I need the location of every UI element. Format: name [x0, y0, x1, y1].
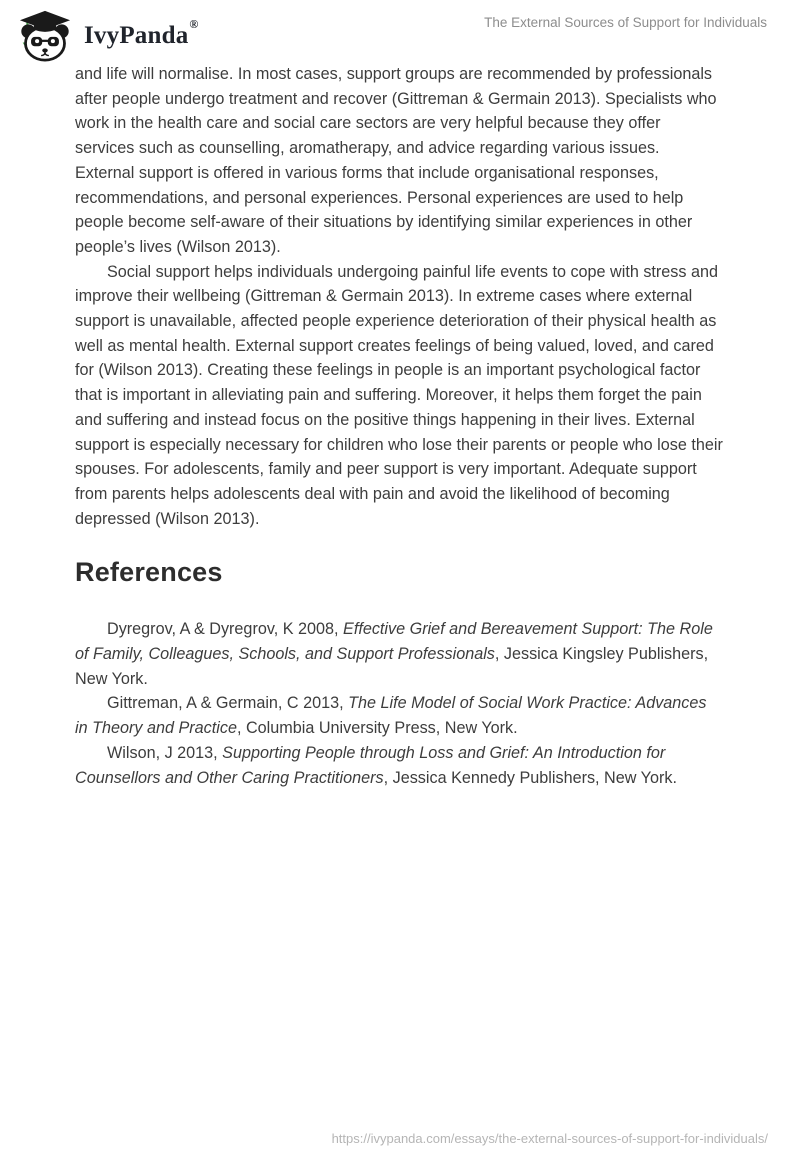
- reference-title: Supporting People through Loss and Grief: An Introduction for Counsellors and Other Caring Practitioners: [75, 743, 666, 787]
- ivypanda-logo[interactable]: [14, 10, 197, 62]
- panda-graduate-icon: [14, 10, 76, 62]
- registered-trademark-symbol: ®: [189, 16, 199, 31]
- reference-authors: Wilson, J 2013,: [107, 743, 223, 762]
- essay-paragraph: Social support helps individuals undergoing painful life events to cope with stress and improve their wellbeing (Gittreman & Germain 2013). In extreme cases where external support is unavailable, affected people experience deterioration of their physical health as well as mental health. External support creates feelings of being valued, loved, and cared for (Wilson 2013). Creating these feelings in people is an important psychological factor that is important in alleviating pain and suffering. Moreover, it helps them forget the pain and suffering and instead focus on the positive things happening in their lives. External support is especially necessary for children who lose their parents or people who lose their spouses. For adolescents, family and peer support is very important. Adequate support from parents helps adolescents deal with pain and avoid the likelihood of becoming depressed (Wilson 2013).: [75, 262, 723, 528]
- reference-entry: [75, 691, 723, 740]
- reference-publisher: , Jessica Kennedy Publishers, New York.: [383, 768, 677, 787]
- brand-wordmark: [84, 16, 199, 50]
- reference-entry: [75, 617, 723, 691]
- reference-title: The Life Model of Social Work Practice: Advances in Theory and Practice: [75, 694, 707, 738]
- reference-title: Effective Grief and Bereavement Support: The Role of Family, Colleagues, Schools, and Support Professionals: [75, 620, 713, 664]
- reference-publisher: , Jessica Kingsley Publishers, New York.: [75, 645, 709, 688]
- reference-entry: [75, 741, 723, 790]
- brand-name-text: IvyPanda: [84, 22, 189, 49]
- reference-publisher: , Columbia University Press, New York.: [236, 719, 518, 738]
- page-header: [0, 0, 800, 62]
- reference-authors: Dyregrov, A & Dyregrov, K 2008,: [107, 620, 344, 639]
- document-title: The External Sources of Support for Individuals: [484, 15, 767, 30]
- references-heading: References: [75, 557, 223, 588]
- source-url-link[interactable]: https://ivypanda.com/essays/the-external-sources-of-support-for-individuals/: [331, 1131, 768, 1146]
- essay-body: [75, 62, 723, 790]
- essay-paragraph: and life will normalise. In most cases, support groups are recommended by professionals after people undergo treatment and recover (Gittreman & Germain 2013). Specialists who work in the health care and social care sectors are very helpful because they offer services such as counselling, aromatherapy, and advice regarding various issues. External support is offered in various forms that include organisational responses, recommendations, and personal experiences. Personal experiences are used to help people become self-aware of their situations by identifying similar experiences in other people’s lives (Wilson 2013).: [75, 65, 717, 256]
- reference-authors: Gittreman, A & Germain, C 2013,: [107, 694, 349, 713]
